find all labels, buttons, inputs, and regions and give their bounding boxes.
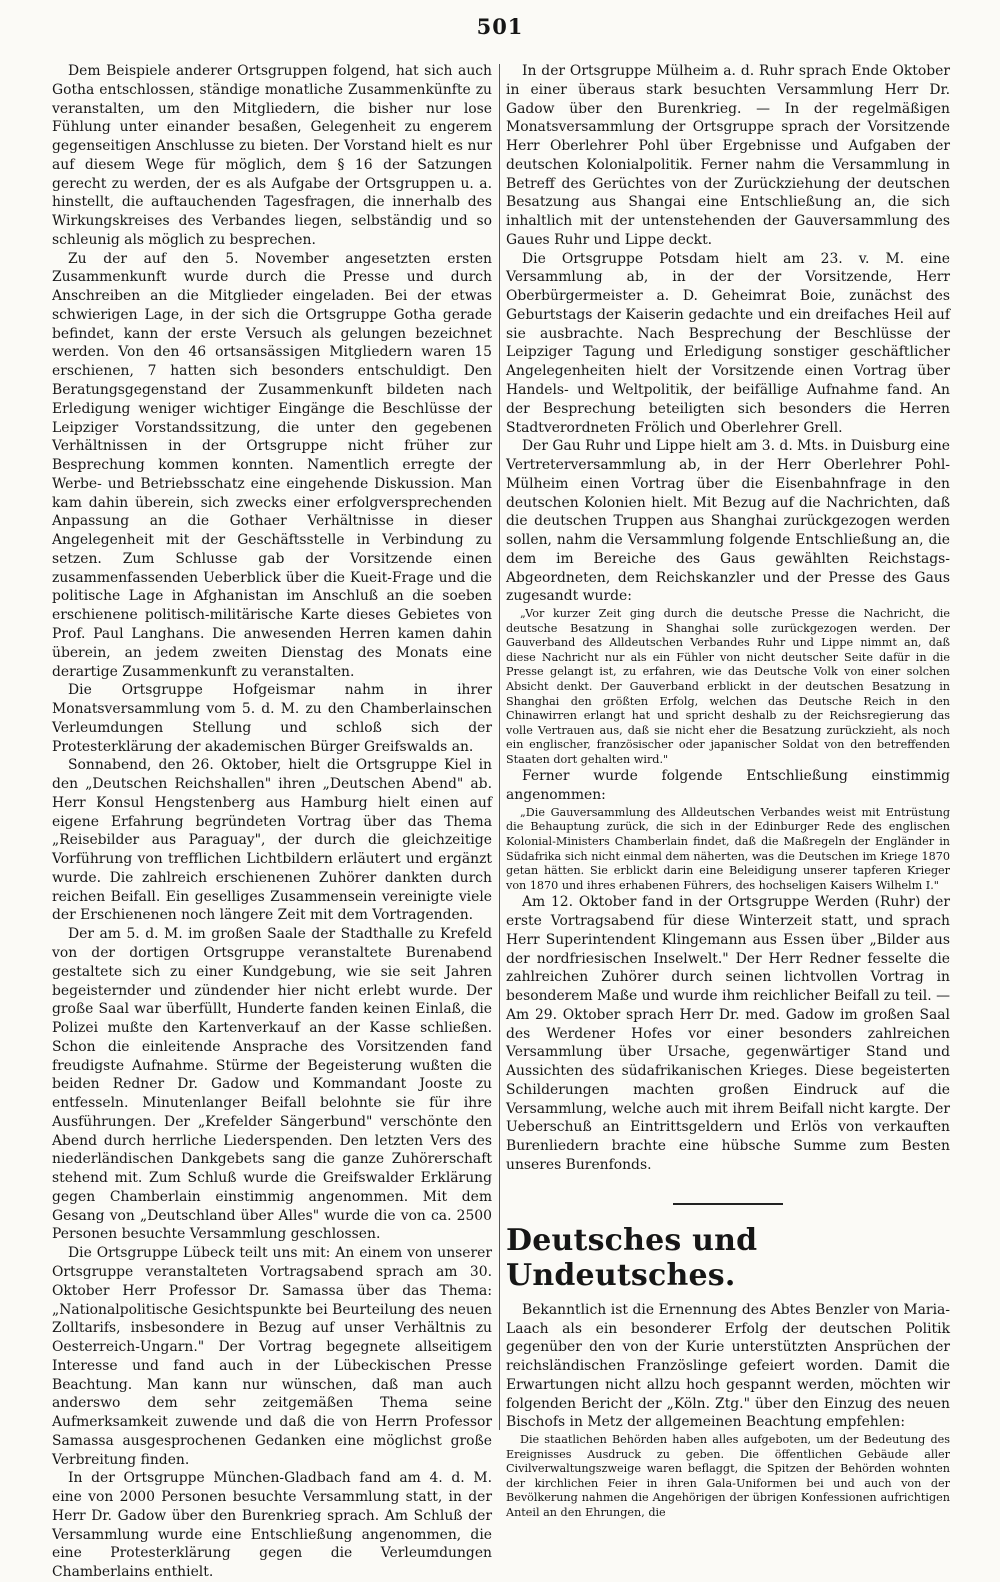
section-heading: Deutsches und Undeutsches.	[506, 1222, 758, 1293]
quote-shanghai-resolution: „Vor kurzer Zeit ging durch die deutsche Presse die Nachricht, die deutsche Besatzung in Shanghai solle zurückgezogen werden. Der Gauverband des Alldeutschen Verbandes Ruhr und Lippe nimmt an, daß diese Nachricht nur als ein Fühler von nicht deutscher Seite dafür in die Presse gelangt ist, zu erfahren, wie das Deutsche Volk von einer solchen Absicht denkt. Der Gauverband erblickt in der deutschen Besatzung in Shanghai den größten Erfolg, welchen das Deutsche Reich in den Chinawirren erlangt hat und spricht deshalb zu der Reichsregierung das volle Vertrauen aus, daß sie nicht eher die Besatzung zurückzieht, als noch ein englischer, französischer oder japanischer Soldat von den betreffenden Staaten dort gehalten wird."	[506, 607, 950, 766]
paragraph-potsdam: Die Ortsgruppe Potsdam hielt am 23. v. M. eine Versammlung ab, in der der Vorsitzende, Herr Oberbürgermeister a. D. Geheimrat Boie, zunächst des Geburtstags der Kaiserin gedachte und ein dreifaches Heil auf sie ausbrachte. Nach Besprechung der Beschlüsse der Leipziger Tagung und Erledigung sonstiger geschäftlicher Angelegenheiten hielt der Vorsitzende einen Vortrag über Handels- und Weltpolitik, der beifällige Aufnahme fand. An der Besprechung beteiligten sich besonders die Herren Stadtverordneten Frölich und Oberlehrer Grell.	[506, 250, 950, 436]
paragraph-kiel: Sonnabend, den 26. Oktober, hielt die Ortsgruppe Kiel in den „Deutschen Reichshallen" ihren „Deutschen Abend" ab. Herr Konsul Hengstenberg aus Hamburg hielt einen auf eigene Erfahrung begründeten Vortrag über das Thema „Reisebilder aus Paraguay", der durch die gleichzeitige Vorführung von trefflichen Lichtbildern erläutert und ergänzt wurde. Die zahlreich erschienenen Zuhörer dankten durch reichen Beifall. Ein geselliges Zusammensein vereinigte viele der Erschienenen noch längere Zeit mit dem Vortragenden.	[52, 757, 492, 924]
right-column	[506, 62, 950, 1519]
paragraph-gau-ruhr-lippe: Der Gau Ruhr und Lippe hielt am 3. d. Mts. in Duisburg eine Vertreterversammlung ab, in der Herr Oberlehrer Pohl-Mülheim einen Vortrag über die Eisenbahnfrage in den deutschen Kolonien hielt. Mit Bezug auf die Nachrichten, daß die deutschen Truppen aus Shanghai zurückgezogen werden sollen, nahm die Versammlung folgende Entschließung an, die dem im Bereiche des Gaus gewählten Reichstags-Abgeordneten, dem Reichskanzler und der Presse des Gaus zugesandt wurde:	[506, 438, 950, 605]
page-number: 501	[476, 14, 524, 39]
paragraph-krefeld: Der am 5. d. M. im großen Saale der Stadthalle zu Krefeld von der dortigen Ortsgruppe veranstaltete Burenabend gestaltete sich zu einer Kundgebung, wie sie seit Jahren begeisternder und zündender hier nicht erlebt wurde. Der große Saal war überfüllt, Hunderte fanden keinen Einlaß, die Polizei mußte den Kartenverkauf an der Kasse schließen. Schon die einleitende Ansprache des Vorsitzenden fand freudigste Aufnahme. Stürme der Begeisterung wußten die beiden Redner Dr. Gadow und Kommandant Jooste zu entfesseln. Minutenlanger Beifall belohnte sie für ihre Ausführungen. Der „Krefelder Sängerbund" verschönte den Abend durch herrliche Liederspenden. Den letzten Vers des niederländischen Dankgebets sang die ganze Zuhörerschaft stehend mit. Zum Schluß wurde die Greifswalder Erklärung gegen Chamberlain einstimmig angenommen. Mit dem Gesang von „Deutschland über Alles" wurde die von ca. 2500 Personen besuchte Versammlung geschlossen.	[52, 926, 492, 1243]
quote-koeln-ztg: Die staatlichen Behörden haben alles aufgeboten, um der Bedeutung des Ereignisses Ausdruck zu geben. Die öffentlichen Gebäude aller Civilverwaltungszweige waren beflaggt, die Spitzen der Behörden wohnten der kirchlichen Feier in ihren Gala-Uniformen bei und auch von der Bevölkerung nahmen die Angehörigen der übrigen Konfessionen aufrichtigen Anteil an den Ehrungen, die	[506, 1433, 950, 1519]
paragraph-werden: Am 12. Oktober fand in der Ortsgruppe Werden (Ruhr) der erste Vortragsabend für diese Winterzeit statt, und sprach Herr Superintendent Klingemann aus Essen über „Bilder aus der nordfriesischen Inselwelt." Der Herr Redner fesselte die zahlreichen Zuhörer durch seinen lichtvollen Vortrag in besonderem Maße und wurde ihm reichlicher Beifall zu teil. — Am 29. Oktober sprach Herr Dr. med. Gadow im großen Saal des Werdener Hofes vor einer besonders zahlreichen Versammlung über Ursache, gegenwärtiger Stand und Aussichten des südafrikanischen Krieges. Diese begeisterten Schilderungen machten großen Eindruck auf die Versammlung, welche auch mit ihrem Beifall nicht kargte. Der Ueberschuß an Eintrittsgeldern und Erlös von verkauften Burenliedern brachte eine hübsche Summe zum Besten unseres Burenfonds.	[506, 894, 950, 1174]
paragraph-muenchen-gladbach: In der Ortsgruppe München-Gladbach fand am 4. d. M. eine von 2000 Personen besuchte Versammlung statt, in der Herr Dr. Gadow über den Burenkrieg sprach. Am Schluß der Versammlung wurde eine Entschließung angenommen, die eine Protesterklärung gegen die Verleumdungen Chamberlains enthielt.	[52, 1470, 492, 1581]
quote-chamberlain-resolution: „Die Gauversammlung des Alldeutschen Verbandes weist mit Entrüstung die Behauptung zurück, die sich in der Edinburger Rede des englischen Kolonial-Ministers Chamberlain findet, daß die Maßregeln der Engländer in Südafrika sich nicht einmal dem näherten, was die Deutschen im Kriege 1870 getan hätten. Sie erblickt darin eine Beleidigung unserer tapferen Krieger von 1870 und ihres erhabenen Führers, des hochseligen Kaisers Wilhelm I."	[506, 805, 950, 892]
paragraph-further-resolution: Ferner wurde folgende Entschließung einstimmig angenommen:	[506, 768, 950, 804]
paragraph-benzler: Bekanntlich ist die Ernennung des Abtes Benzler von Maria-Laach als ein besonderer Erfolg der deutschen Politik gegenüber den von der Kurie unterstützten Ansprüchen der reichsländischen Französlinge gefeiert worden. Damit die Erwartungen nicht allzu hoch gespannt werden, möchten wir folgenden Bericht der „Köln. Ztg." über den Einzug des neuen Bischofs in Metz der allgemeinen Beachtung empfehlen:	[506, 1301, 950, 1431]
paragraph-muelheim: In der Ortsgruppe Mülheim a. d. Ruhr sprach Ende Oktober in einer überaus stark besuchten Versammlung Herr Dr. Gadow über den Burenkrieg. — In der regelmäßigen Monatsversammlung der Ortsgruppe sprach der Vorsitzende Herr Oberlehrer Pohl über Ergebnisse und Aufgaben der deutschen Kolonialpolitik. Ferner nahm die Versammlung in Betreff des Gerüchtes von der Zurückziehung der deutschen Besatzung aus Shangai eine Entschließung an, die sich inhaltlich mit der untenstehenden der Gauversammlung des Gaues Ruhr und Lippe deckt.	[506, 63, 950, 248]
paragraph-hofgeismar: Die Ortsgruppe Hofgeismar nahm in ihrer Monatsversammlung vom 5. d. M. zu den Chamberlainschen Verleumdungen Stellung und schloß sich der Protesterklärung der akademischen Bürger Greifswalds an.	[52, 682, 492, 755]
section-divider	[673, 1203, 783, 1205]
paragraph-gotha-1: Dem Beispiele anderer Ortsgruppen folgend, hat sich auch Gotha entschlossen, ständige monatliche Zusammenkünfte zu veranstalten, um den Mitgliedern, die bisher nur lose Fühlung unter einander besaßen, Gelegenheit zu engerem gegenseitigen Anschlusse zu bieten. Der Vorstand hielt es nur auf diesem Wege für möglich, dem § 16 der Satzungen gerecht zu werden, der es als Aufgabe der Ortsgruppen u. a. hinstellt, die auftauchenden Tagesfragen, die innerhalb des Wirkungskreises des Verbandes liegen, selbständig und so schleunig als möglich zu besprechen.	[52, 63, 492, 248]
column-divider	[499, 64, 500, 1430]
paragraph-luebeck: Die Ortsgruppe Lübeck teilt uns mit: An einem von unserer Ortsgruppe veranstalteten Vortragsabend sprach am 30. Oktober Herr Professor Dr. Samassa über das Thema: „Nationalpolitische Gesichtspunkte bei Beurteilung des neuen Zolltarifs, insbesondere in Bezug auf unser Verhältnis zu Oesterreich-Ungarn." Der Vortrag begegnete allseitigem Interesse und fand auch in der Lübeckischen Presse Beachtung. Man kann nur wünschen, daß man auch anderswo dem sehr zeitgemäßen Thema seine Aufmerksamkeit zuwende und daß die von Herrn Professor Samassa ausgesprochenen Gedanken eine möglichst große Verbreitung finden.	[52, 1245, 492, 1468]
left-column	[52, 62, 492, 1581]
paragraph-gotha-2: Zu der auf den 5. November angesetzten ersten Zusammenkunft wurde durch die Presse und durch Anschreiben an die Mitglieder eingeladen. Bei der etwas schwierigen Lage, in der sich die Ortsgruppe Gotha gerade befindet, kann der erste Versuch als gelungen bezeichnet werden. Von den 46 ortsansässigen Mitgliedern waren 15 erschienen, 7 hatten sich besonders entschuldigt. Den Beratungsgegenstand der Zusammenkunft bildeten nach Erledigung weniger wichtiger Eingänge die Beschlüsse der Leipziger Vorstandssitzung, die unter den gegebenen Verhältnissen in der Ortsgruppe nicht früher zur Besprechung kommen konnten. Namentlich erregte der Werbe- und Betriebsschatz eine eingehende Diskussion. Man kam dahin überein, sich zwecks einer erfolgversprechenden Anpassung an die Gothaer Verhältnisse in dieser Angelegenheit mit der Geschäftsstelle in Verbindung zu setzen. Zum Schlusse gab der Vorsitzende einen zusammenfassenden Ueberblick über die Kueit-Frage und die politische Lage in Afghanistan im Anschluß an die soeben erschienene politisch-militärische Karte dieses Gebietes von Prof. Paul Langhans. Die anwesenden Herren kamen dahin überein, an jedem zweiten Dienstag des Monats eine derartige Zusammenkunft zu veranstalten.	[52, 250, 492, 680]
